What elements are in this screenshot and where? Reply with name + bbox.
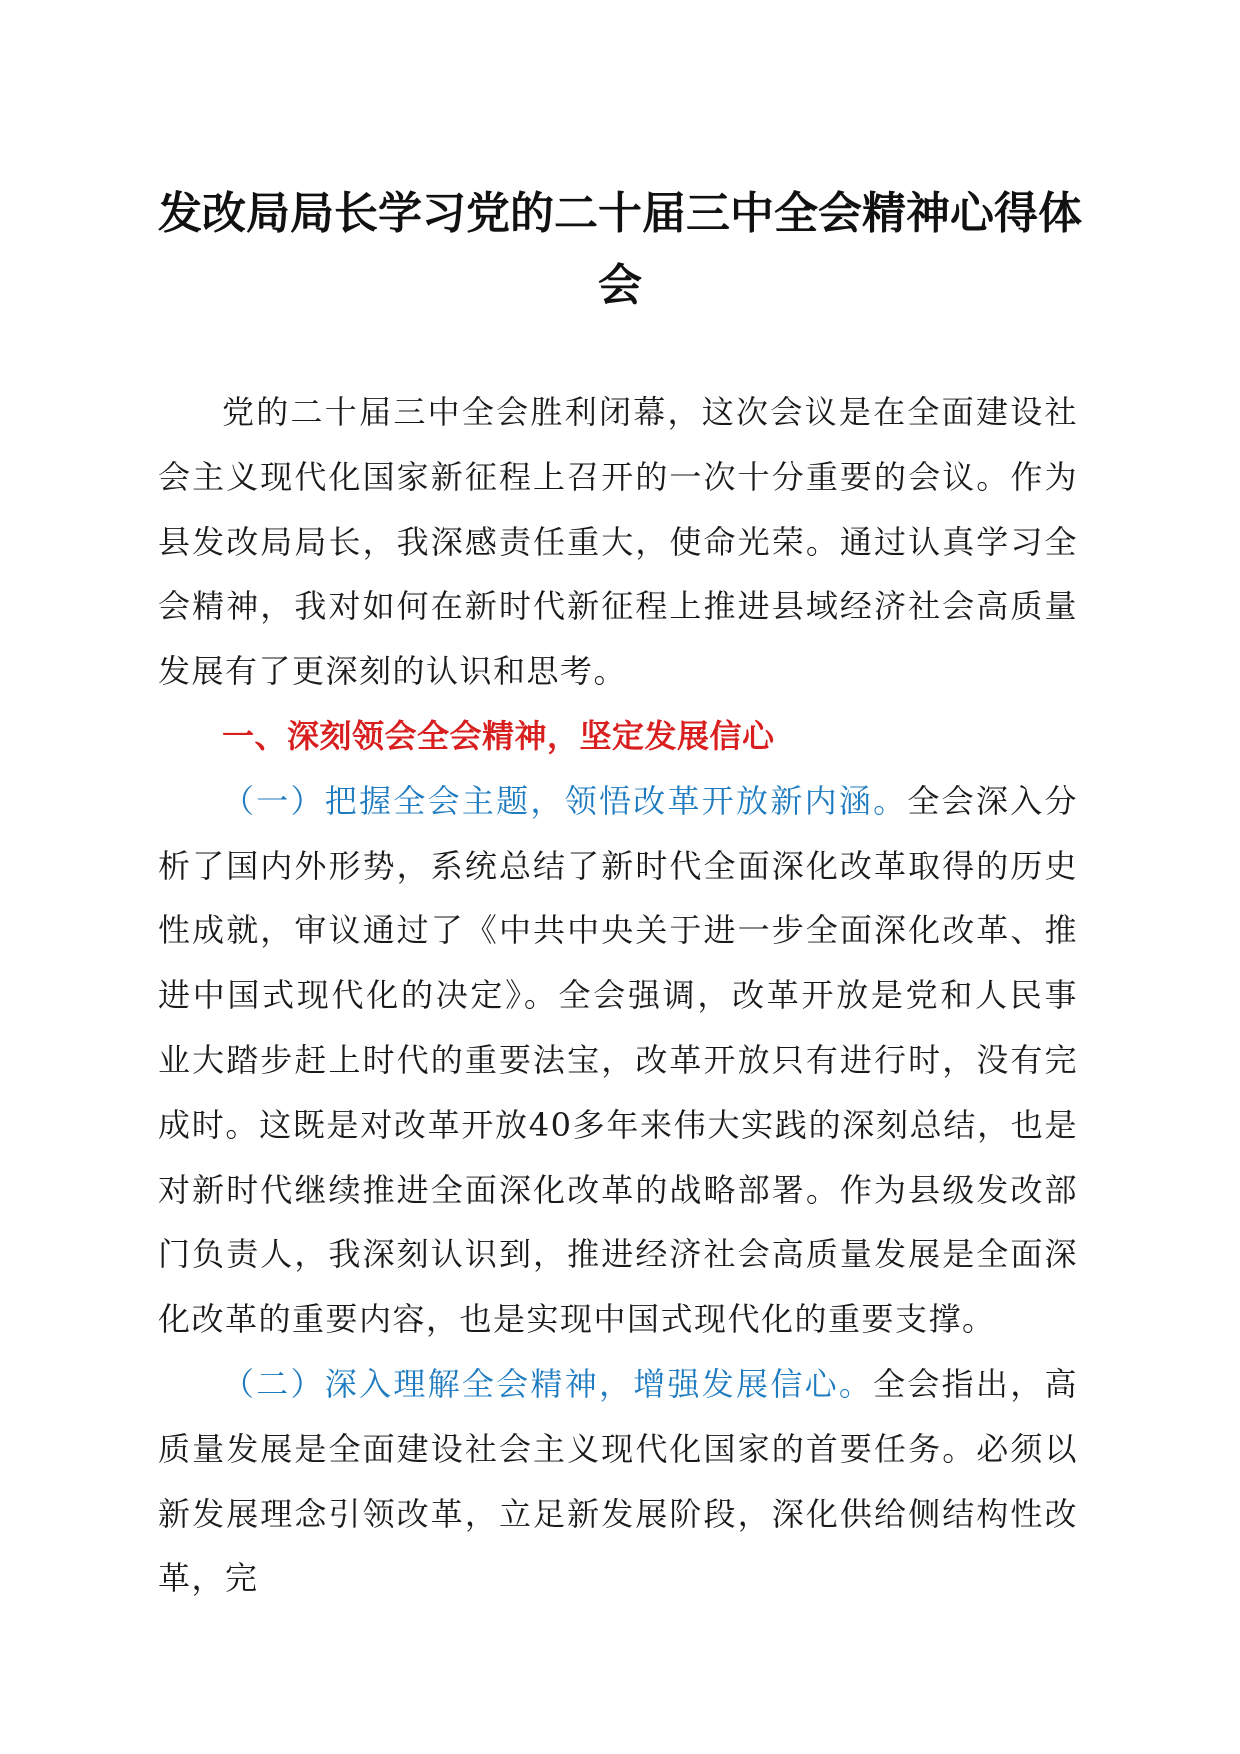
subsection-paragraph-2 xyxy=(158,1352,1078,1611)
subsection-paragraph-1 xyxy=(158,769,1078,1352)
section-heading-1: 一、深刻领会全会精神，坚定发展信心 xyxy=(222,716,775,755)
subsection-heading-1: （一）把握全会主题，领悟改革开放新内涵。 xyxy=(222,781,908,820)
subsection-text-2: 全会指出，高质量发展是全面建设社会主义现代化国家的首要任务。必须以新发展理念引领改革，立足新发展阶段，深化供给侧结构性改革，完 xyxy=(158,1364,1078,1598)
subsection-text-1: 全会深入分析了国内外形势，系统总结了新时代全面深化改革取得的历史性成就，审议通过了《中共中央关于进一步全面深化改革、推进中国式现代化的决定》。全会强调，改革开放是党和人民事业大踏步赶上时代的重要法宝，改革开放只有进行时，没有完成时。这既是对改革开放40多年来伟大实践的深刻总结，也是对新时代继续推进全面深化改革的战略部署。作为县级发改部门负责人，我深刻认识到，推进经济社会高质量发展是全面深化改革的重要内容，也是实现中国式现代化的重要支撑。 xyxy=(158,781,1078,1339)
intro-paragraph: 党的二十届三中全会胜利闭幕，这次会议是在全面建设社会主义现代化国家新征程上召开的一次十分重要的会议。作为县发改局局长，我深感责任重大，使命光荣。通过认真学习全会精神，我对如何在新时代新征程上推进县域经济社会高质量发展有了更深刻的认识和思考。 xyxy=(158,393,1078,691)
document-body xyxy=(158,380,1078,1611)
subsection-heading-2: （二）深入理解全会精神，增强发展信心。 xyxy=(222,1364,874,1403)
document-title: 发改局局长学习党的二十届三中全会精神心得体会 xyxy=(158,188,1082,311)
